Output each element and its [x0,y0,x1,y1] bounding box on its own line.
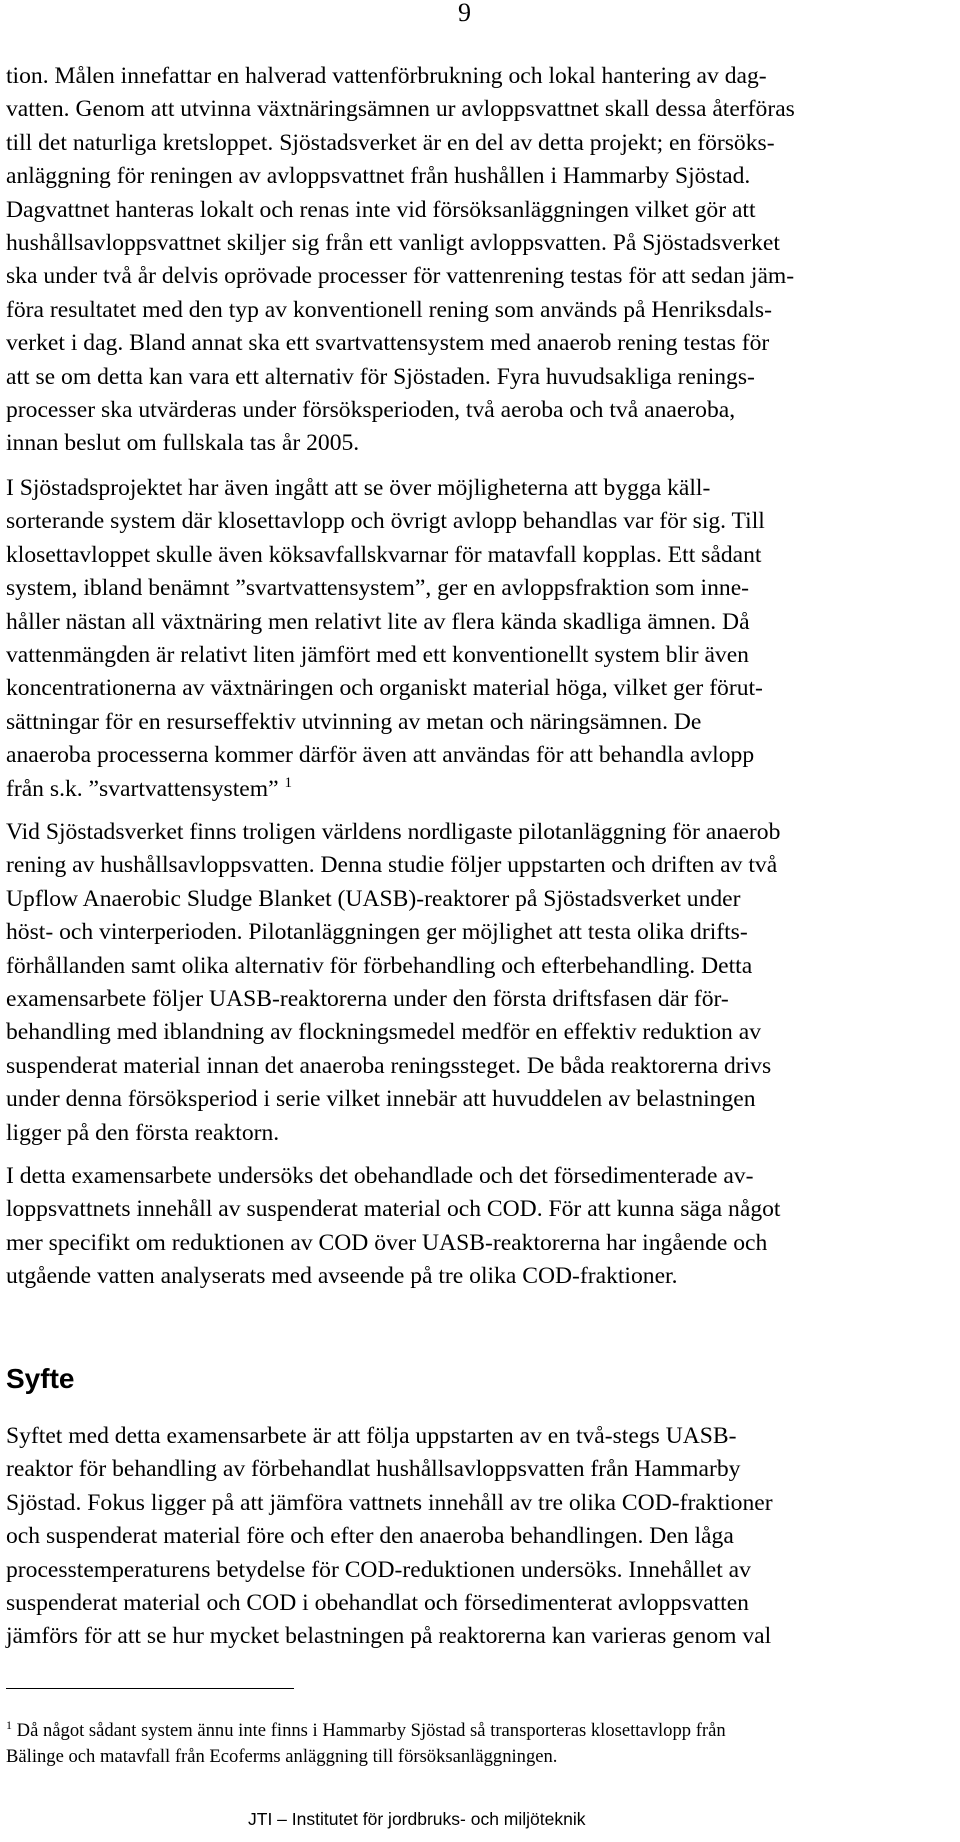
text-line: tion. Målen innefattar en halverad vattenförbrukning och lokal hantering av dag- [6,63,767,89]
text-line: suspenderat material innan det anaeroba reningssteget. De båda reaktorerna drivs [6,1052,772,1079]
paragraph-examination [6,1160,960,1294]
text-line: vattenmängden är relativt liten jämfört med ett konventionellt system blir även [6,641,749,668]
paragraph-intro-continuation [6,60,960,461]
text-line: Upflow Anaerobic Sludge Blanket (UASB)-reaktorer på Sjöstadsverket under [6,885,741,912]
footnote [6,1718,726,1770]
text-line: att se om detta kan vara ett alternativ för Sjöstaden. Fyra huvudsakliga renings- [6,363,755,390]
text-line: system, ibland benämnt ”svartvattensystem”, ger en avloppsfraktion som inne- [6,575,750,602]
text-line: Vid Sjöstadsverket finns troligen världens nordligaste pilotanläggning för anaerob [6,819,781,845]
text-line: håller nästan all växtnäring men relativt lite av flera kända skadliga ämnen. Då [6,608,750,635]
text-line: förhållanden samt olika alternativ för förbehandling och efterbehandling. Detta [6,952,753,979]
text-line: reaktor för behandling av förbehandlat hushållsavloppsvatten från Hammarby [6,1456,741,1483]
text-line: utgående vatten analyserats med avseende på tre olika COD-fraktioner. [6,1263,678,1290]
text-line: loppsvattnets innehåll av suspenderat material och COD. För att kunna säga något [6,1196,781,1223]
text-line: I detta examensarbete undersöks det obehandlade och det försedimenterade av- [6,1163,754,1189]
section-heading-syfte: Syfte [6,1363,75,1394]
text-line: examensarbete följer UASB-reaktorerna under den första driftsfasen där för- [6,985,729,1012]
text-line: under denna försöksperiod i serie vilket innebär att huvuddelen av belastningen [6,1086,756,1113]
text-line: föra resultatet med den typ av konventionell rening som används på Henriksdals- [6,296,772,323]
text-line: innan beslut om fullskala tas år 2005. [6,430,360,457]
footnote-line [6,1718,726,1744]
text-line: anläggning för reningen av avloppsvattnet från hushållen i Hammarby Sjöstad. [6,163,751,190]
paragraph-pilot-plant [6,816,960,1150]
text-line: ska under två år delvis oprövade processer för vattenrening testas för att sedan jäm- [6,263,795,290]
footnote-marker: 1 [6,1718,12,1732]
text-line: Dagvattnet hanteras lokalt och renas inte vid försöksanläggningen vilket gör att [6,196,756,223]
page-footer: JTI – Institutet för jordbruks- och miljöteknik [248,1809,586,1829]
text-line: till det naturliga kretsloppet. Sjöstadsverket är en del av detta projekt; en försöks- [6,129,775,156]
text-line: verket i dag. Bland annat ska ett svartvattensystem med anaerob rening testas för [6,330,770,357]
text-line: processtemperaturens betydelse för COD-reduktionen undersöks. Innehållet av [6,1556,751,1583]
text-line: och suspenderat material före och efter den anaeroba behandlingen. Den låga [6,1523,734,1550]
text-line: höst- och vinterperioden. Pilotanläggningen ger möjlighet att testa olika drifts- [6,919,748,946]
paragraph-syfte [6,1420,960,1654]
text-line: koncentrationerna av växtnäringen och organiskt material höga, vilket ger förut- [6,675,763,702]
text-line: sorterande system där klosettavlopp och övrigt avlopp behandlas var för sig. Till [6,508,765,535]
text-line [6,773,960,806]
text-line: ligger på den första reaktorn. [6,1119,280,1146]
footnote-text: Då något sådant system ännu inte finns i Hammarby Sjöstad så transporteras klosettavlopp från [12,1720,726,1741]
text-line: vatten. Genom att utvinna växtnäringsämnen ur avloppsvattnet skall dessa återföras [6,96,795,123]
text-line: processer ska utvärderas under försöksperioden, två aeroba och två anaeroba, [6,396,736,423]
text-line: anaeroba processerna kommer därför även att användas för att behandla avlopp [6,742,755,769]
footnote-divider [6,1688,294,1689]
text-line: rening av hushållsavloppsvatten. Denna studie följer uppstarten och driften av två [6,852,778,879]
text-line-content: från s.k. ”svartvattensystem” [6,775,279,802]
page-number: 9 [458,0,471,27]
text-line: suspenderat material och COD i obehandlat och försedimenterat avloppsvatten [6,1589,749,1616]
footnote-line: Bälinge och matavfall från Ecoferms anläggning till försöksanläggningen. [6,1746,558,1767]
text-line: behandling med iblandning av flockningsmedel medför en effektiv reduktion av [6,1019,762,1046]
text-line: I Sjöstadsprojektet har även ingått att se över möjligheterna att bygga käll- [6,475,711,501]
text-line: hushållsavloppsvattnet skiljer sig från ett vanligt avloppsvatten. På Sjöstadsverket [6,229,780,256]
text-line: Sjöstad. Fokus ligger på att jämföra vattnets innehåll av tre olika COD-fraktioner [6,1489,773,1516]
text-line: mer specifikt om reduktionen av COD över UASB-reaktorerna har ingående och [6,1229,768,1256]
text-line: klosettavloppet skulle även köksavfallskvarnar för matavfall kopplas. Ett sådant [6,541,762,568]
text-line: Syftet med detta examensarbete är att följa uppstarten av en två-stegs UASB- [6,1423,737,1449]
text-line: sättningar för en resurseffektiv utvinning av metan och näringsämnen. De [6,708,702,735]
footnote-reference: 1 [284,774,292,791]
text-line: jämförs för att se hur mycket belastningen på reaktorerna kan varieras genom val [6,1623,772,1650]
paragraph-source-separation [6,472,960,806]
